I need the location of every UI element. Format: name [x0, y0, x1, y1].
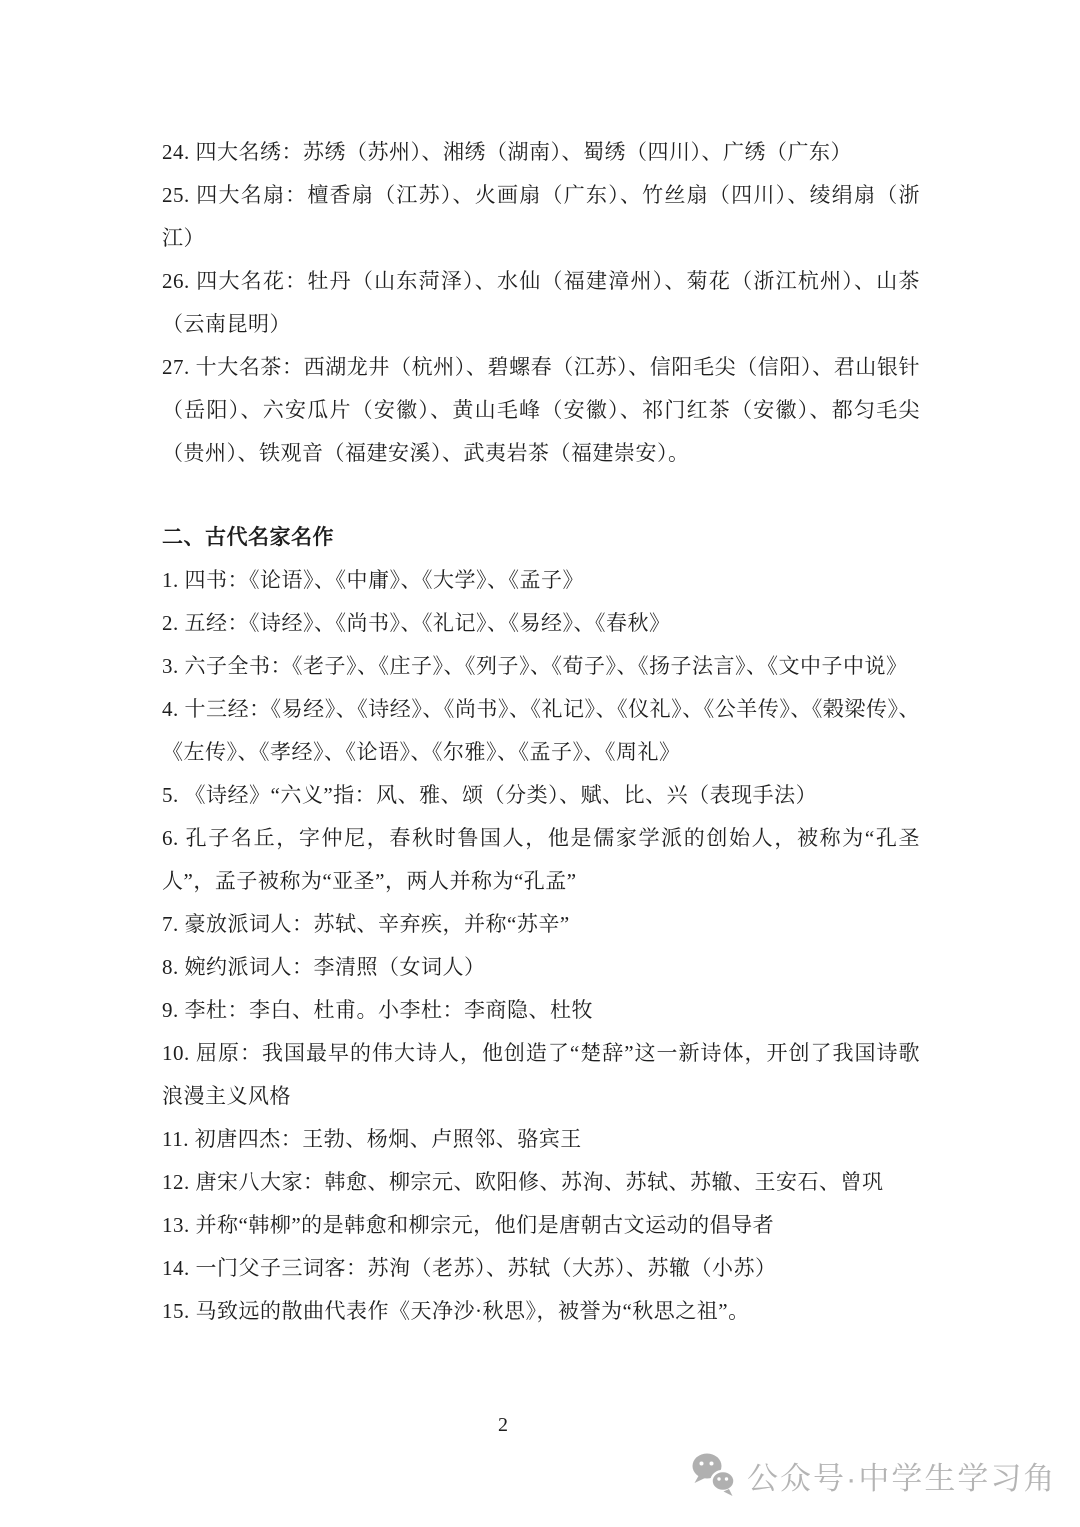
page-number: 2	[498, 1414, 508, 1436]
document-body	[162, 131, 920, 1333]
section-heading: 二、古代名家名作	[162, 525, 334, 549]
list-item: 27. 十大名茶：西湖龙井（杭州）、碧螺春（江苏）、信阳毛尖（信阳）、君山银针（岳阳）、六安瓜片（安徽）、黄山毛峰（安徽）、祁门红茶（安徽）、都匀毛尖（贵州）、铁观音（福建安溪）、武夷岩茶（福建崇安）。	[162, 355, 920, 465]
watermark-text: 公众号·中学生学习角	[747, 1460, 1057, 1496]
list-item: 14. 一门父子三词客：苏洵（老苏）、苏轼（大苏）、苏辙（小苏）	[162, 1256, 777, 1280]
list-item: 9. 李杜：李白、杜甫。小李杜：李商隐、杜牧	[162, 998, 593, 1022]
list-item: 12. 唐宋八大家：韩愈、柳宗元、欧阳修、苏洵、苏轼、苏辙、王安石、曾巩	[162, 1170, 884, 1194]
list-item: 15. 马致远的散曲代表作《天净沙·秋思》，被誉为“秋思之祖”。	[162, 1299, 750, 1323]
list-item: 4. 十三经：《易经》、《诗经》、《尚书》、《礼记》、《仪礼》、《公羊传》、《榖梁传》、《左传》、《孝经》、《论语》、《尔雅》、《孟子》、《周礼》	[162, 697, 920, 764]
list-item: 6. 孔子名丘，字仲尼，春秋时鲁国人，他是儒家学派的创始人，被称为“孔圣人”，孟子被称为“亚圣”，两人并称为“孔孟”	[162, 826, 920, 893]
list-item: 24. 四大名绣：苏绣（苏州）、湘绣（湖南）、蜀绣（四川）、广绣（广东）	[162, 140, 852, 164]
list-item: 1. 四书：《论语》、《中庸》、《大学》、《孟子》	[162, 568, 584, 592]
list-item: 5. 《诗经》“六义”指：风、雅、颂（分类）、赋、比、兴（表现手法）	[162, 783, 818, 807]
list-item: 25. 四大名扇：檀香扇（江苏）、火画扇（广东）、竹丝扇（四川）、绫绢扇（浙江）	[162, 183, 920, 250]
list-item: 2. 五经：《诗经》、《尚书》、《礼记》、《易经》、《春秋》	[162, 611, 671, 635]
wechat-bubbles-icon	[690, 1452, 738, 1498]
list-item: 13. 并称“韩柳”的是韩愈和柳宗元，他们是唐朝古文运动的倡导者	[162, 1213, 775, 1237]
list-item: 8. 婉约派词人：李清照（女词人）	[162, 955, 486, 979]
list-item: 7. 豪放派词人：苏轼、辛弃疾，并称“苏辛”	[162, 912, 570, 936]
watermark	[690, 1452, 1056, 1498]
list-item: 3. 六子全书：《老子》、《庄子》、《列子》、《荀子》、《扬子法言》、《文中子中说》	[162, 654, 908, 678]
list-item: 11. 初唐四杰：王勃、杨炯、卢照邻、骆宾王	[162, 1127, 582, 1151]
list-item: 26. 四大名花：牡丹（山东菏泽）、水仙（福建漳州）、菊花（浙江杭州）、山茶（云南昆明）	[162, 269, 920, 336]
list-item: 10. 屈原：我国最早的伟大诗人，他创造了“楚辞”这一新诗体，开创了我国诗歌浪漫主义风格	[162, 1041, 920, 1108]
